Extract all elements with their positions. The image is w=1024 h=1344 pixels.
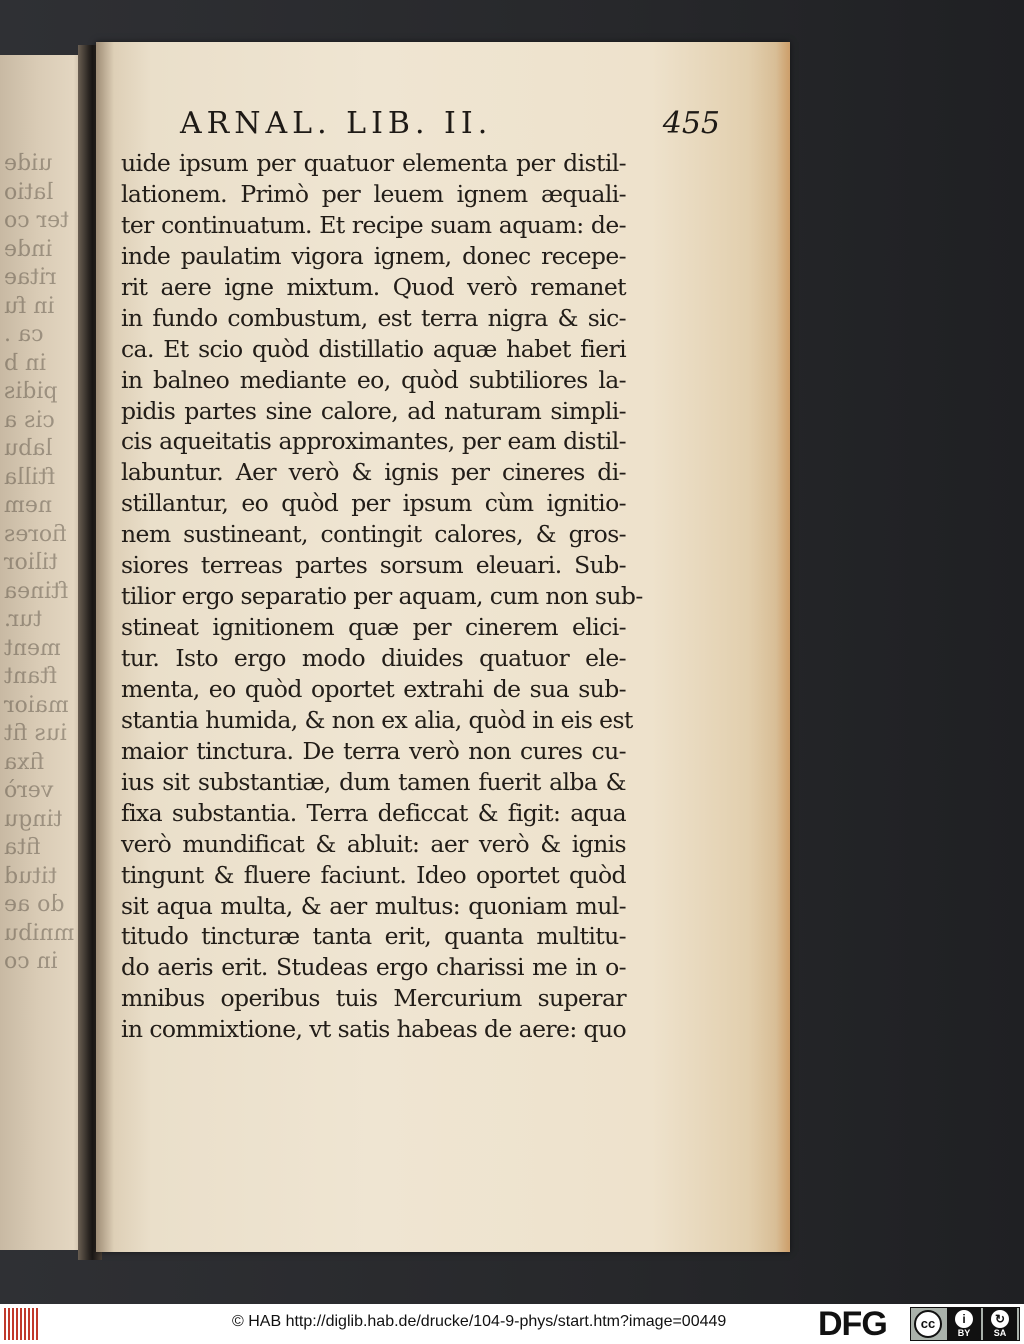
cc-icon: cc xyxy=(914,1310,942,1338)
cc-by-icon xyxy=(947,1308,981,1340)
person-icon: i xyxy=(955,1310,973,1328)
bleed-line: pidis xyxy=(4,379,58,404)
bleed-line: ment xyxy=(4,635,61,661)
text-line: do aeris erit. Studeas ergo charissi me in o- xyxy=(121,953,626,982)
text-line: in balneo mediante eo, quòd subtiliores la- xyxy=(121,365,626,394)
text-line: titudo tincturæ tanta erit, quanta multitu- xyxy=(121,922,626,951)
hab-barcode-icon xyxy=(4,1308,38,1340)
share-alike-icon: ↻ xyxy=(991,1310,1009,1328)
bleed-line: ftilla xyxy=(4,464,56,490)
text-line: siores terreas partes sorsum eleuari. Sub- xyxy=(121,551,626,580)
page-header xyxy=(180,106,720,146)
bleed-line: nem xyxy=(4,493,53,518)
bleed-line: tur. xyxy=(4,607,43,632)
bleed-line: in b xyxy=(4,350,47,376)
bleed-line: ius fit xyxy=(4,721,68,746)
bleed-line: ca . xyxy=(4,322,44,347)
copyright-link[interactable]: © HAB http://diglib.hab.de/drucke/104-9-phys/start.htm?image=00449 xyxy=(232,1313,727,1330)
bleed-line: titud xyxy=(4,863,57,889)
bleed-line: fiores xyxy=(4,521,67,547)
bleed-line: do ae xyxy=(4,892,65,917)
bleed-line: labu xyxy=(4,436,53,461)
text-line: fixa substantia. Terra deficcat & figit: aqua xyxy=(121,798,626,827)
text-line: cis aqueitatis approximantes, per eam distil- xyxy=(121,427,626,456)
cc-sa-icon xyxy=(983,1308,1017,1340)
text-line: tur. Isto ergo modo diuides quatuor ele- xyxy=(121,644,626,672)
cc-sa-label: SA xyxy=(993,1328,1007,1338)
bleed-line: mnibu xyxy=(4,920,75,946)
dfg-logo: DFG xyxy=(818,1305,887,1343)
text-line: inde paulatim vigora ignem, donec recepe- xyxy=(121,241,626,270)
bleed-line: ftinea xyxy=(4,578,69,604)
text-line: tingunt & fluere faciunt. Ideo oportet quòd xyxy=(121,860,626,889)
bleed-line: latio xyxy=(4,179,54,205)
body-text xyxy=(121,148,643,1045)
page-number: 455 xyxy=(662,106,720,141)
page-edge-right xyxy=(776,42,790,1252)
text-line: tilior ergo separatio per aquam, cum non sub- xyxy=(121,582,643,611)
bleed-line: ter co xyxy=(4,208,69,233)
bleed-line: ritae xyxy=(4,265,57,290)
text-line: nem sustineant, contingit calores, & gros- xyxy=(121,520,626,549)
text-line: lationem. Primò per leuem ignem æquali- xyxy=(121,179,626,208)
bleed-line: inde xyxy=(4,236,53,262)
bleed-line: in co xyxy=(4,949,58,974)
text-line: ius sit substantiæ, dum tamen fuerit alba & xyxy=(121,767,626,796)
bleed-line: ftant xyxy=(4,664,58,689)
cc-license-badge[interactable] xyxy=(910,1307,1020,1341)
text-line: labuntur. Aer verò & ignis per cineres di- xyxy=(121,458,626,487)
bleed-line: maior xyxy=(4,692,69,718)
bleed-line: tingu xyxy=(4,806,63,832)
bleed-line: tilior xyxy=(4,550,58,575)
text-line: ca. Et scio quòd distillatio aquæ habet fieri xyxy=(121,334,626,363)
footer-bar xyxy=(0,1304,1024,1344)
text-line: menta, eo quòd oportet extrahi de sua sub- xyxy=(121,674,626,703)
text-line: in fundo combustum, est terra nigra & sic- xyxy=(121,303,626,332)
text-line: maior tinctura. De terra verò non cures cu- xyxy=(121,736,626,765)
text-line: uide ipsum per quatuor elementa per distil- xyxy=(121,149,626,177)
bleed-line: fita xyxy=(4,835,41,860)
bleed-line: cis a xyxy=(4,407,55,433)
bleed-line: uide xyxy=(4,151,53,176)
book-page xyxy=(96,42,790,1252)
cc-by-label: BY xyxy=(957,1328,971,1338)
text-line: mnibus operibus tuis Mercurium superar xyxy=(121,984,626,1013)
running-head: ARNAL. LIB. II. xyxy=(180,106,493,141)
text-line: sit aqua multa, & aer multus: quoniam mul- xyxy=(121,891,626,920)
text-line: in commixtione, vt satis habeas de aere: quo xyxy=(121,1015,627,1044)
text-line: rit aere igne mixtum. Quod verò remanet xyxy=(121,272,626,301)
text-line: stantia humida, & non ex alia, quòd in eis est xyxy=(121,705,633,734)
text-line: stillantur, eo quòd per ipsum cùm ignitio- xyxy=(121,489,626,518)
page-shadow-left xyxy=(96,42,114,1252)
bleed-line: verò xyxy=(4,778,54,803)
text-line: verò mundificat & abluit: aer verò & ignis xyxy=(121,829,626,858)
text-line: stineat ignitionem quæ per cinerem elici- xyxy=(121,613,626,642)
bleed-line: fixa xyxy=(4,749,45,775)
text-line: ter continuatum. Et recipe suam aquam: de- xyxy=(121,210,626,239)
bleed-line: in fu xyxy=(4,293,55,319)
text-line: pidis partes sine calore, ad naturam simpli- xyxy=(121,396,626,425)
